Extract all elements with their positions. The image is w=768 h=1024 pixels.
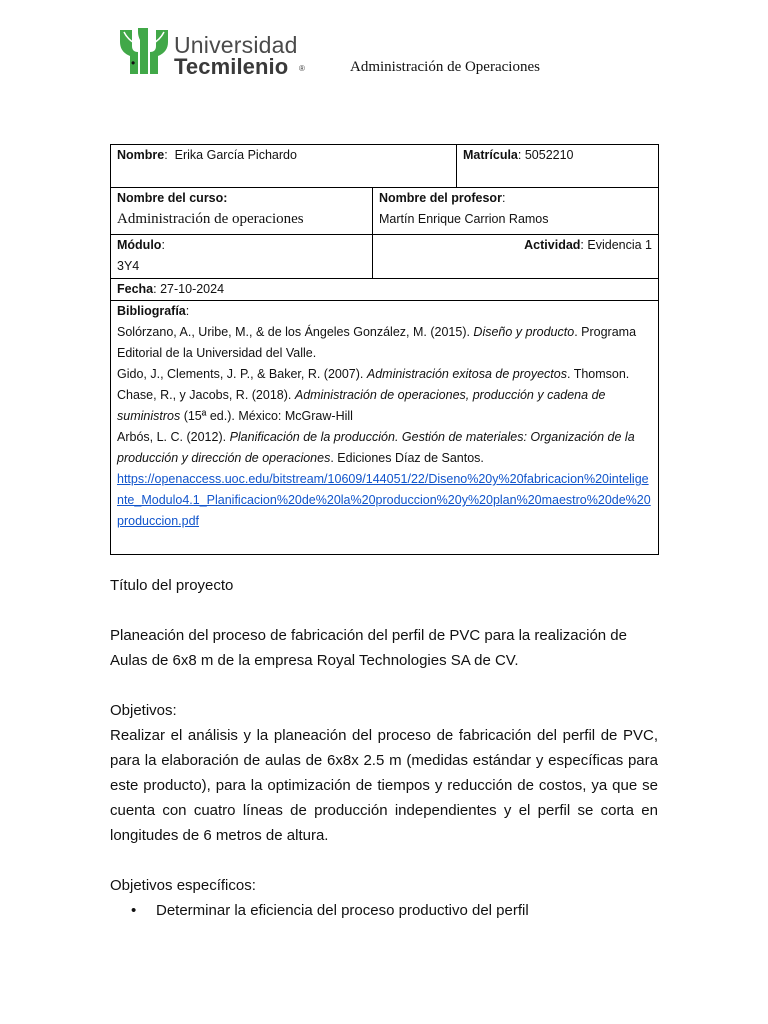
objectives-heading: Objetivos: [110, 702, 177, 719]
cell-matricula: Matrícula: 5052210 [457, 145, 659, 188]
bibliography-link[interactable]: https://openaccess.uoc.edu/bitstream/10609/144051/22/Diseno%20y%20fabricacion%20inteligente_Modulo4.1_Planificacion%20de%20la%20produccion%20y%20plan%20maestro%20de%20produccion.pdf [117, 472, 651, 528]
header-bullet: • [131, 56, 136, 70]
row-student [111, 145, 659, 188]
bibliography-entry: Solórzano, A., Uribe, M., & de los Ángeles González, M. (2015). Diseño y producto. Programa Editorial de la Universidad del Valle. [117, 325, 637, 360]
actividad-label: Actividad [524, 238, 581, 252]
curso-value: Administración de operaciones [117, 211, 304, 227]
row-course [111, 188, 659, 235]
profesor-value: Martín Enrique Carrion Ramos [379, 212, 549, 226]
logo-registered-mark: ® [299, 64, 305, 73]
fecha-value: 27-10-2024 [160, 282, 225, 296]
profesor-label: Nombre del profesor [379, 191, 502, 205]
logo-university-text: Universidad [174, 32, 298, 58]
cell-bibliografia: Bibliografía: Solórzano, A., Uribe, M., & de los Ángeles González, M. (2015). Diseño y producto. Programa Editorial de la Universidad del Valle. Gido, J., Clements, J. P., & Baker, R. (2007). Administración exitosa de proyectos. Thomson. Chase, R., y Jacobs, R. (2018). Administración de operaciones, producción y cadena de suministros (15ª ed.). México: McGraw-Hill Arbós, L. C. (2012). Planificación de la producción. Gestión de materiales: Organización de la producción y dirección de operaciones. Ediciones Díaz de Santos. https://openaccess.uoc.edu/bitstream/10609/144051/22/Diseno%20y%20fabricacion%20inteligente_Modulo4.1_Planificacion%20de%20la%20produccion%20y%20plan%20maestro%20de%20produccion.pdf [111, 301, 659, 555]
fecha-label: Fecha [117, 282, 154, 296]
specific-objectives-list [110, 898, 658, 923]
list-item: • Determinar la eficiencia del proceso productivo del perfil [110, 898, 658, 923]
curso-label: Nombre del curso: [117, 191, 228, 205]
row-module [111, 235, 659, 279]
cell-actividad: Actividad: Evidencia 1 [373, 235, 659, 279]
nombre-value: Erika García Pichardo [174, 148, 297, 162]
cell-nombre: Nombre: Erika García Pichardo [111, 145, 457, 188]
tecmilenio-leaf-icon [118, 26, 170, 78]
bibliography-entry: Arbós, L. C. (2012). Planificación de la producción. Gestión de materiales: Organización de la producción y dirección de operaciones. Ediciones Díaz de Santos. [117, 430, 635, 465]
matricula-value: 5052210 [524, 148, 574, 162]
student-info-table [110, 144, 659, 555]
tecmilenio-logo [118, 26, 318, 80]
cell-modulo: Módulo: 3Y4 [111, 235, 373, 279]
cell-curso [111, 188, 373, 235]
document-body [110, 573, 658, 923]
logo-tecmilenio-text: Tecmilenio [174, 54, 289, 79]
modulo-value: 3Y4 [117, 259, 140, 273]
specific-objectives-heading: Objetivos específicos: [110, 877, 256, 894]
cell-fecha: Fecha: 27-10-2024 [111, 279, 659, 301]
bibliography-entry: Gido, J., Clements, J. P., & Baker, R. (2007). Administración exitosa de proyectos. Thomson. [117, 367, 630, 381]
row-bibliography [111, 301, 659, 555]
actividad-value: Evidencia 1 [587, 238, 652, 252]
project-title-heading: Título del proyecto [110, 577, 234, 594]
matricula-label: Matrícula [463, 148, 518, 162]
project-title-text: Planeación del proceso de fabricación del perfil de PVC para la realización de Aulas de 6x8 m de la empresa Royal Technologies SA de CV. [110, 627, 627, 669]
header-course-title: Administración de Operaciones [350, 59, 540, 75]
page-header [0, 0, 768, 110]
row-date [111, 279, 659, 301]
bibliography-entry: Chase, R., y Jacobs, R. (2018). Administración de operaciones, producción y cadena de suministros (15ª ed.). México: McGraw-Hill [117, 388, 606, 423]
cell-profesor: Nombre del profesor: Martín Enrique Carrion Ramos [373, 188, 659, 235]
objectives-text: Realizar el análisis y la planeación del proceso de fabricación del perfil de PVC, para la elaboración de aulas de 6x8x 2.5 m (medidas estándar y específicas para este producto), para la optimización de tiempos y reducción de costos, ya que se cuenta con cuatro líneas de producción independientes y el perfil se corta en longitudes de 6 metros de altura. [110, 727, 658, 844]
nombre-label: Nombre [117, 148, 165, 162]
modulo-label: Módulo [117, 238, 162, 252]
bibliografia-label: Bibliografía [117, 304, 186, 318]
